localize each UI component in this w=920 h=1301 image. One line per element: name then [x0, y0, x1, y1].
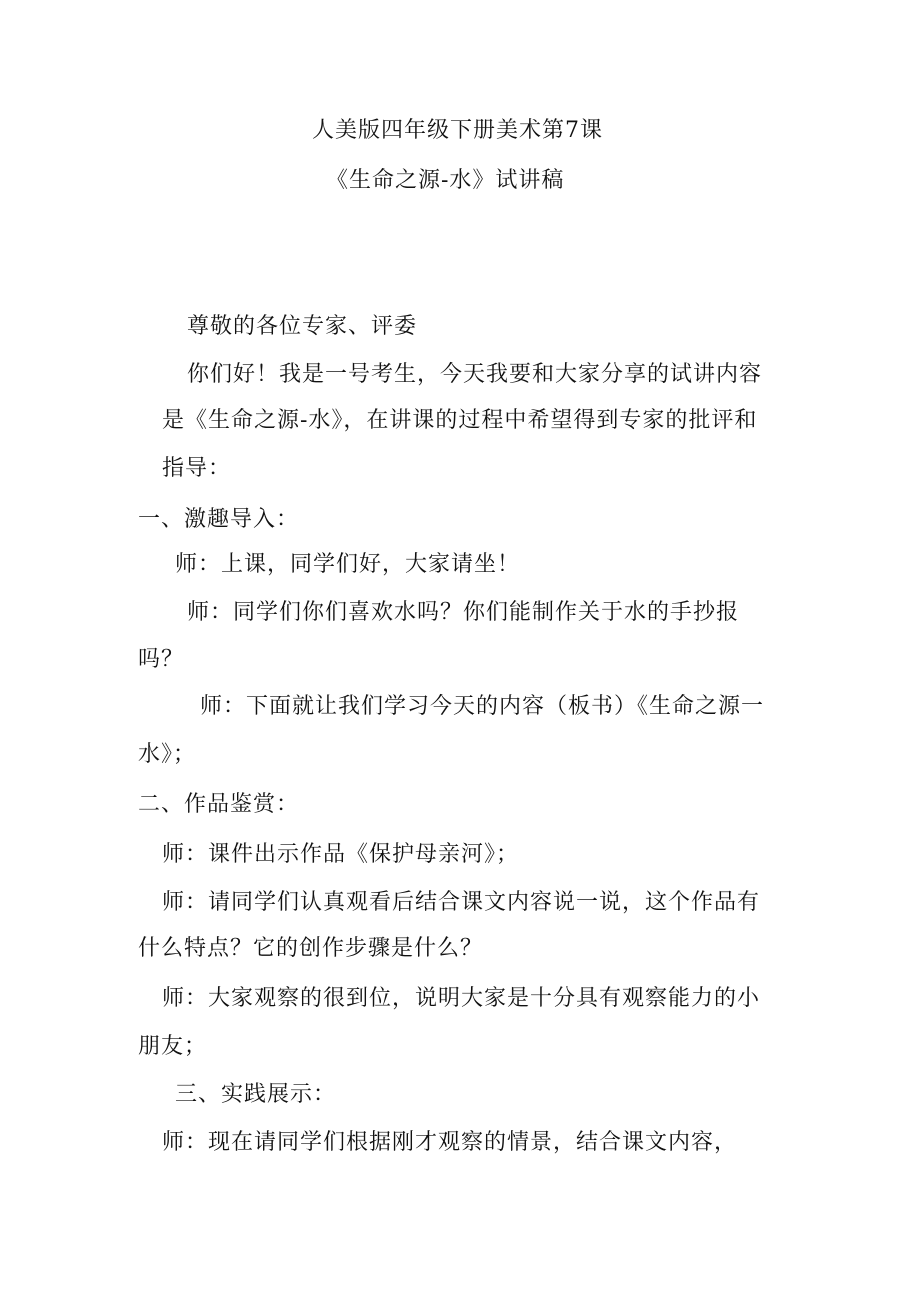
paragraph-line: 师：课件出示作品《保护母亲河》； — [162, 842, 520, 867]
paragraph-line: 什么特点？它的创作步骤是什么？ — [138, 936, 484, 961]
paragraph-line: 水》； — [138, 742, 197, 767]
section-heading: 三、实践展示： — [175, 1082, 337, 1107]
paragraph-line: 师：下面就让我们学习今天的内容（板书）《生命之源一 — [200, 694, 765, 719]
paragraph-line: 是《生命之源-水》，在讲课的过程中希望得到专家的批评和 — [162, 408, 758, 433]
paragraph-line: 师：现在请同学们根据刚才观察的情景，结合课文内容， — [162, 1130, 738, 1155]
title-line-1: 人美版四年级下册美术第7课 — [312, 118, 603, 143]
title-line-2: 《生命之源-水》试讲稿 — [326, 168, 565, 193]
section-heading: 二、作品鉴赏： — [138, 792, 300, 817]
paragraph-line: 师：请同学们认真观看后结合课文内容说一说，这个作品有 — [162, 890, 761, 915]
paragraph-line: 朋友； — [138, 1034, 208, 1059]
paragraph-line: 你们好！我是一号考生，今天我要和大家分享的试讲内容 — [187, 362, 763, 387]
paragraph-line: 指导： — [162, 456, 232, 481]
section-heading: 一、激趣导入： — [138, 507, 300, 532]
paragraph-line: 尊敬的各位专家、评委 — [187, 314, 418, 339]
paragraph-line: 师：同学们你们喜欢水吗？你们能制作关于水的手抄报 — [187, 600, 740, 625]
paragraph-line: 师：上课，同学们好，大家请坐！ — [175, 552, 521, 577]
paragraph-line: 师：大家观察的很到位，说明大家是十分具有观察能力的小 — [162, 986, 761, 1011]
paragraph-line: 吗？ — [138, 647, 185, 672]
